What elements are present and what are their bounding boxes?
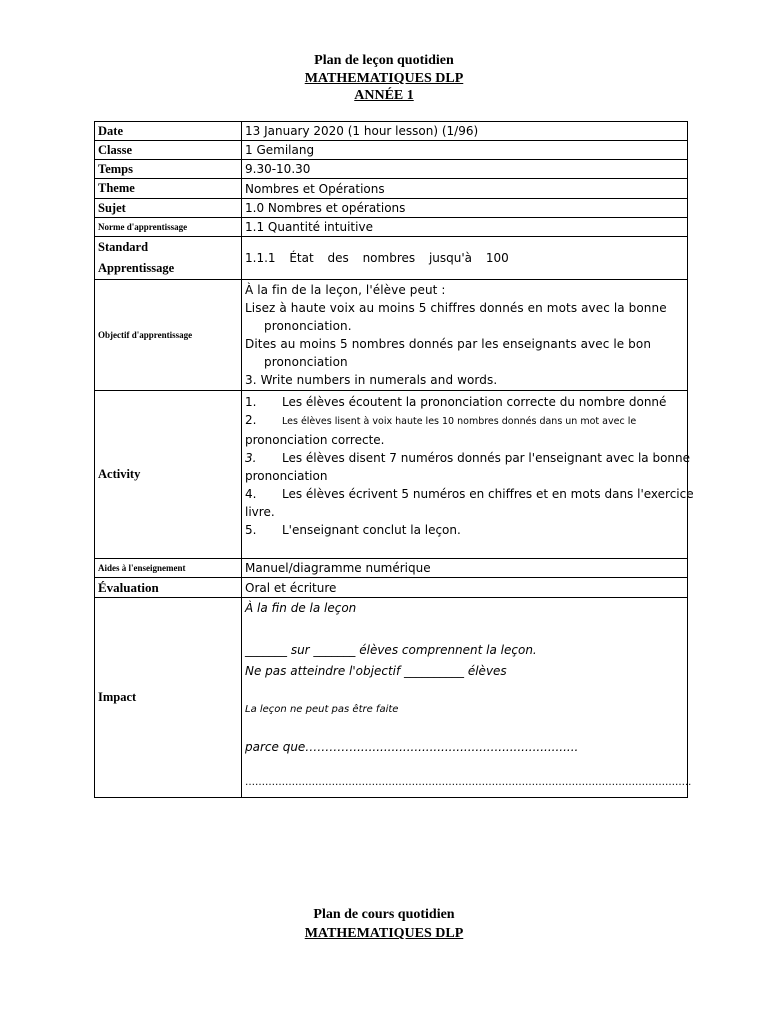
label-classe: Classe bbox=[95, 141, 242, 160]
footer-plan-title: Plan de cours quotidien bbox=[313, 907, 455, 922]
lesson-plan-table bbox=[94, 121, 694, 798]
row-standard bbox=[95, 237, 688, 280]
value-aides: Manuel/diagramme numérique bbox=[242, 559, 688, 578]
impact-line: parce que…………........................................................... bbox=[245, 740, 579, 754]
plan-title: Plan de leçon quotidien bbox=[314, 53, 454, 68]
activity-item: 4. Les élèves écrivent 5 numéros en chiffres et en mots dans l'exercice bbox=[245, 487, 694, 501]
activity-item: 1. Les élèves écoutent la prononciation correcte du nombre donné bbox=[245, 395, 667, 409]
value-objectif bbox=[242, 280, 688, 391]
label-temps: Temps bbox=[95, 160, 242, 179]
year-title: ANNÉE 1 bbox=[354, 88, 414, 103]
label-objectif: Objectif d'apprentissage bbox=[95, 280, 242, 391]
value-standard: 1.1.1 État des nombres jusqu'à 100 bbox=[242, 237, 688, 280]
activity-item: 2. Les élèves lisent à voix haute les 10 nombres donnés dans un mot avec le bbox=[245, 413, 637, 427]
value-norme: 1.1 Quantité intuitive bbox=[242, 218, 688, 237]
activity-item-cont: livre. bbox=[245, 505, 275, 519]
label-date: Date bbox=[95, 122, 242, 141]
footer-subject-title: MATHEMATIQUES DLP bbox=[304, 926, 464, 941]
row-evaluation bbox=[95, 578, 688, 598]
label-aides: Aides à l'enseignement bbox=[95, 559, 242, 578]
value-activity bbox=[242, 391, 694, 559]
activity-item: 5. L'enseignant conclut la leçon. bbox=[245, 523, 461, 537]
row-objectif bbox=[95, 280, 688, 391]
label-standard-2: Apprentissage bbox=[98, 261, 175, 275]
value-impact bbox=[242, 598, 692, 798]
activity-item: 3. Les élèves disent 7 numéros donnés par l'enseignant avec la bonne bbox=[245, 451, 691, 465]
row-classe bbox=[95, 141, 688, 160]
impact-line: _______ sur _______ élèves comprennent la leçon. bbox=[245, 643, 537, 657]
value-sujet: 1.0 Nombres et opérations bbox=[242, 199, 688, 218]
label-sujet: Sujet bbox=[95, 199, 242, 218]
label-activity: Activity bbox=[95, 391, 242, 559]
impact-line: À la fin de la leçon bbox=[245, 601, 357, 615]
row-norme bbox=[95, 218, 688, 237]
row-aides bbox=[95, 559, 688, 578]
label-standard bbox=[95, 237, 242, 280]
label-norme: Norme d'apprentissage bbox=[95, 218, 242, 237]
impact-line: …………………………………………………………………………………………………………………….. bbox=[245, 777, 692, 788]
impact-line: Ne pas atteindre l'objectif __________ élèves bbox=[245, 664, 507, 678]
objectif-line: prononciation. bbox=[264, 319, 352, 333]
objectif-line: 3. Write numbers in numerals and words. bbox=[245, 373, 498, 387]
label-impact: Impact bbox=[95, 598, 242, 798]
row-temps bbox=[95, 160, 688, 179]
value-classe: 1 Gemilang bbox=[242, 141, 688, 160]
row-impact bbox=[95, 598, 688, 798]
row-theme bbox=[95, 179, 688, 199]
row-date bbox=[95, 122, 688, 141]
objectif-line: Lisez à haute voix au moins 5 chiffres donnés en mots avec la bonne bbox=[245, 301, 667, 315]
objectif-line: prononciation bbox=[264, 355, 348, 369]
label-evaluation: Évaluation bbox=[95, 578, 242, 598]
value-date: 13 January 2020 (1 hour lesson) (1/96) bbox=[242, 122, 688, 141]
label-standard-1: Standard bbox=[98, 240, 149, 254]
activity-item-cont: prononciation bbox=[245, 469, 328, 483]
impact-line: La leçon ne peut pas être faite bbox=[245, 704, 399, 715]
objectif-line: À la fin de la leçon, l'élève peut : bbox=[245, 283, 446, 297]
row-sujet bbox=[95, 199, 688, 218]
value-evaluation: Oral et écriture bbox=[242, 578, 688, 598]
value-temps: 9.30-10.30 bbox=[242, 160, 688, 179]
subject-title: MATHEMATIQUES DLP bbox=[304, 71, 464, 86]
objectif-line: Dites au moins 5 nombres donnés par les enseignants avec le bon bbox=[245, 337, 652, 351]
row-activity bbox=[95, 391, 688, 559]
activity-item-cont: prononciation correcte. bbox=[245, 433, 385, 447]
label-theme: Theme bbox=[95, 179, 242, 199]
value-theme: Nombres et Opérations bbox=[242, 179, 688, 199]
